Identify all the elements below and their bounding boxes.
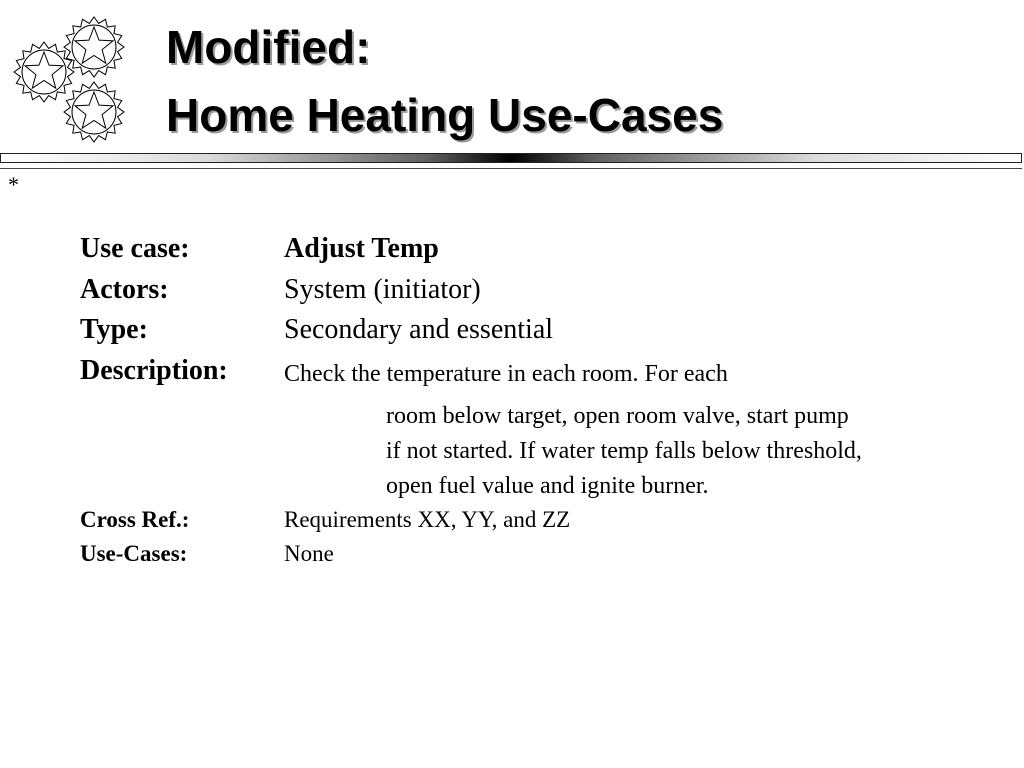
description-line-2: room below target, open room valve, start pump xyxy=(386,403,849,429)
use-cases-label: Use-Cases: xyxy=(80,541,188,566)
slide-title-line-1: Modified: xyxy=(166,21,371,73)
description-line-1: Check the temperature in each room. For each xyxy=(284,361,728,387)
use-cases-value: None xyxy=(284,541,334,566)
description-label: Description: xyxy=(80,355,228,386)
type-value: Secondary and essential xyxy=(284,314,554,345)
slide-title-line-2: Home Heating Use-Cases xyxy=(166,89,724,141)
use-case-label: Use case: xyxy=(80,233,190,264)
title-divider-bar xyxy=(0,153,1022,163)
description-line-4: open fuel value and ignite burner. xyxy=(386,473,709,499)
bullet-asterisk: * xyxy=(8,172,19,197)
title-divider-line xyxy=(0,168,1022,169)
cross-ref-label: Cross Ref.: xyxy=(80,507,190,532)
actors-value: System (initiator) xyxy=(284,274,481,305)
cross-ref-value: Requirements XX, YY, and ZZ xyxy=(284,507,571,532)
type-label: Type: xyxy=(80,314,148,345)
use-case-value: Adjust Temp xyxy=(284,233,439,264)
actors-label: Actors: xyxy=(80,274,169,305)
star-gear-cluster-icon xyxy=(6,14,130,146)
description-line-3: if not started. If water temp falls below threshold, xyxy=(386,438,862,464)
